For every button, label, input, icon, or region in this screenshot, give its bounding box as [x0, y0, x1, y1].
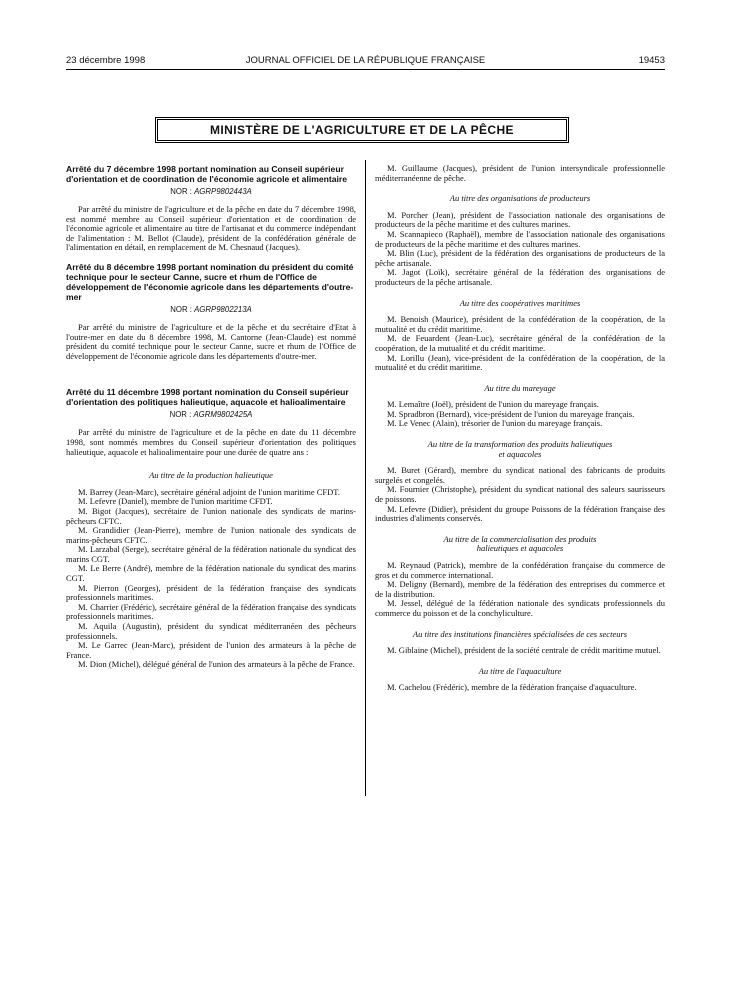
nor-label: NOR :	[169, 410, 192, 420]
member-entry: M. Blin (Luc), président de la fédération des organisations de producteurs de la pêche artisanale.	[375, 248, 665, 268]
member-group	[375, 535, 665, 619]
member-group	[375, 440, 665, 524]
nor-code: AGRP9802213A	[194, 304, 252, 314]
member-entry: M. Le Venec (Alain), trésorier de l'union du mareyage français.	[387, 418, 603, 429]
right-column	[375, 164, 665, 693]
nor-reference	[66, 305, 356, 314]
member-group	[375, 164, 665, 183]
member-entry: M. de Feuardent (Jean-Luc), secrétaire général de la confédération de la coopération, de la mutualité et du crédit maritime.	[375, 333, 665, 353]
section-heading: Au titre de la production halieutique	[149, 470, 273, 481]
member-entry: M. Deligny (Bernard), membre de la fédération des entreprises du commerce et de la distribution.	[375, 579, 665, 599]
nor-reference	[66, 410, 356, 419]
member-entry: M. Jagot (Loïk), secrétaire général de la fédération des organisations de producteurs de la pêche artisanale.	[375, 267, 665, 287]
member-entry: M. Le Berre (André), membre de la fédération nationale du syndicat des marins CGT.	[66, 563, 356, 584]
member-entry: M. Guillaume (Jacques), président de l'union intersyndicale professionnelle méditerranéenne de pêche.	[375, 163, 665, 183]
member-entry: M. Scannapieco (Raphaël), membre de l'association nationale des organisations de producteurs de la pêche maritime et des cultures marines.	[375, 228, 665, 249]
member-entry: M. Dion (Michel), délégué général de l'union des armateurs à la pêche de France.	[78, 659, 355, 670]
ministry-box	[155, 117, 569, 143]
member-group	[375, 384, 665, 429]
member-entry: M. Aquila (Augustin), président du syndicat méditerranéen des pêcheurs professionnels.	[66, 621, 356, 641]
section-heading: Au titre de la transformation des produits halieutiques et aquacoles	[427, 439, 613, 459]
section-heading: Au titre de la commercialisation des produits halieutiques et aquacoles	[443, 533, 597, 554]
decree-2	[66, 262, 356, 361]
decree-text: Par arrêté du ministre de l'agriculture et de la pêche en date du 11 décembre 1998, sont nommés membres du Conseil supérieur d'orientation des politiques halieutique, aquacole et halioalimentaire pour une durée de quatre ans :	[66, 427, 356, 457]
nor-reference	[66, 187, 356, 196]
member-entry: M. Lefevre (Daniel), membre de l'union maritime CFDT.	[78, 496, 273, 507]
member-entry: M. Pierron (Georges), président de la fédération française des syndicats professionnels maritimes.	[66, 582, 356, 603]
member-entry: M. Lefevre (Didier), président du groupe Poissons de la fédération française des industries d'aliments conservés.	[375, 503, 665, 524]
member-entry: M. Fournier (Christophe), président du syndicat national des saleurs saurisseurs de poissons.	[375, 484, 665, 505]
decree-title: Arrêté du 8 décembre 1998 portant nomination du président du comité technique pour le secteur Canne, sucre et rhum de l'Office de développement de l'économie agricole dans les départements d'outre-mer	[66, 261, 354, 302]
section-heading: Au titre des organisations de producteurs	[449, 193, 591, 204]
member-entry: M. Benoish (Maurice), président de la confédération de la coopération, de la mutualité et du crédit maritime.	[375, 314, 665, 334]
member-entry: M. Giblaine (Michel), président de la société centrale de crédit maritime mutuel.	[387, 645, 661, 656]
header-page-number: 19453	[638, 55, 665, 66]
section-heading: Au titre des institutions financières spécialisées de ces secteurs	[412, 628, 628, 639]
decree-title: Arrêté du 11 décembre 1998 portant nomination du Conseil supérieur d'orientation des politiques halieutique, aquacole et halioalimentaire	[66, 387, 349, 408]
member-group	[375, 299, 665, 373]
decree-text: Par arrêté du ministre de l'agriculture et de la pêche et du secrétaire d'Etat à l'outre-mer en date du 8 décembre 1998, M. Cantorne (Jean-Claude) est nommé président du comité technique pour le secteur Canne, sucre et rhum de l'Office de développement de l'économie agricole dans les départements d'outre-mer.	[66, 321, 356, 361]
header-journal-title: JOURNAL OFFICIEL DE LA RÉPUBLIQUE FRANÇAISE	[245, 55, 486, 66]
member-group	[375, 630, 665, 656]
nor-label: NOR :	[170, 304, 192, 314]
nor-code: AGRM9802425A	[193, 410, 253, 420]
decree-3	[66, 387, 356, 670]
decree-text: Par arrêté du ministre de l'agriculture et de la pêche en date du 7 décembre 1998, est nommé membre au Conseil supérieur d'orientation et de coordination de l'économie agricole et alimentaire au titre de l'artisanat et du commerce indépendant de l'alimentation : M. Bellot (Claude), président de la confédération générale de l'alimentation en détail, en remplacement de M. Chesnaud (Jacques).	[66, 204, 356, 253]
member-entry: M. Barrey (Jean-Marc), secrétaire général adjoint de l'union maritime CFDT.	[78, 486, 340, 497]
member-entry: M. Grandidier (Jean-Pierre), membre de l'union nationale des syndicats de marins-pêcheurs CFTC.	[66, 525, 356, 545]
member-entry: M. Charrier (Frédéric), secrétaire général de la fédération française des syndicats professionnels maritimes.	[66, 601, 356, 622]
decree-1	[66, 164, 356, 253]
member-entry: M. Lemaître (Joël), président de l'union du mareyage français.	[387, 399, 599, 410]
member-entry: M. Porcher (Jean), président de l'association nationale des organisations de producteurs de la pêche maritime et des cultures marines.	[375, 209, 665, 230]
member-entry: M. Bigot (Jacques), secrétaire de l'union nationale des syndicats de marins-pêcheurs CFTC.	[66, 505, 356, 526]
header-date: 23 décembre 1998	[66, 55, 146, 66]
member-group	[375, 667, 665, 693]
member-entry: M. Spradbron (Bernard), vice-président de l'union du mareyage français.	[387, 408, 635, 419]
member-entry: M. Jessel, délégué de la fédération nationale des syndicats professionnels du commerce du poisson et de la conchyliculture.	[375, 598, 665, 618]
member-entry: M. Cachelou (Frédéric), membre de la fédération française d'aquaculture.	[387, 682, 637, 693]
ministry-title: MINISTÈRE DE L'AGRICULTURE ET DE LA PÊCHE	[210, 123, 514, 137]
header-rule	[66, 69, 665, 70]
column-divider	[365, 160, 366, 796]
nor-code: AGRP9802443A	[194, 187, 252, 196]
section-heading: Au titre du mareyage	[484, 382, 556, 393]
member-group	[375, 194, 665, 287]
nor-label: NOR :	[170, 187, 192, 196]
section-heading: Au titre des coopératives maritimes	[459, 297, 581, 308]
running-header	[66, 55, 665, 69]
decree-title: Arrêté du 7 décembre 1998 portant nomination au Conseil supérieur d'orientation et de coordination de l'économie agricole et alimentaire	[66, 164, 348, 184]
left-column	[66, 164, 356, 670]
member-entry: M. Le Garrec (Jean-Marc), président de l'union des armateurs à la pêche de France.	[66, 640, 356, 660]
member-entry: M. Lorillu (Jean), vice-président de la confédération de la coopération, de la mutualité et du crédit maritime.	[375, 352, 665, 373]
section-heading: Au titre de l'aquaculture	[478, 665, 562, 676]
member-entry: M. Reynaud (Patrick), membre de la confédération française du commerce de gros et du commerce international.	[375, 560, 665, 580]
member-entry: M. Larzabal (Serge), secrétaire général de la fédération nationale du syndicat des marins CGT.	[66, 544, 356, 564]
member-entry: M. Buret (Gérard), membre du syndicat national des fabricants de produits surgelés et congelés.	[375, 465, 665, 485]
